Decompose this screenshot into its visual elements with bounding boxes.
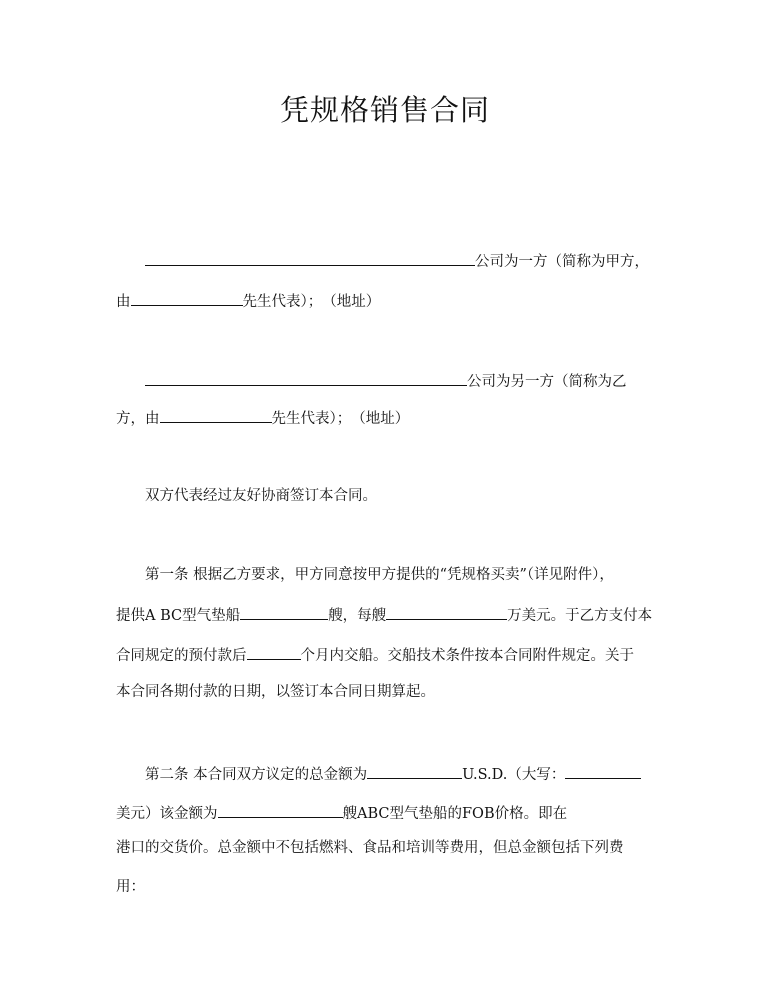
document-title: 凭规格销售合同: [279, 93, 490, 127]
party-a-line-2: [116, 289, 380, 312]
article-1-line-2-b: 艘，每艘: [328, 608, 387, 624]
party-a-representative-blank[interactable]: [131, 289, 243, 306]
party-a-line-1: [145, 249, 649, 272]
article-1-line-3-b: 个月内交船。交船技术条件按本合同附件规定。关于: [300, 648, 634, 664]
article-2-line-4: 用：: [116, 879, 145, 895]
party-a-line-2-prefix: 由: [116, 294, 131, 310]
article-1-line-2-a: 提供A BC型气垫船: [116, 608, 241, 624]
party-a-line-2-text: 先生代表）； （地址）: [242, 294, 381, 310]
unit-price-blank[interactable]: [386, 603, 507, 620]
article-1-line-4: 本合同各期付款的日期，以签订本合同日期算起。: [116, 684, 435, 700]
article-1-line-2-c: 万美元。于乙方支付本: [507, 608, 653, 624]
article-2-line-2-b: 艘ABC型气垫船的FOB价格。即在: [342, 806, 568, 822]
agreement-sentence: 双方代表经过友好协商签订本合同。: [145, 488, 377, 504]
party-b-line-1-text: 公司为另一方（简称为乙: [467, 374, 627, 390]
article-2-line-1-b: U.S.D.（大写：: [462, 767, 566, 783]
party-b-line-1: [145, 369, 627, 392]
article-2-line-2: [116, 801, 567, 824]
party-b-representative-blank[interactable]: [160, 406, 272, 423]
article-2-line-1: [145, 762, 641, 785]
amount-in-words-blank[interactable]: [565, 762, 641, 779]
article-2-line-1-a: 第二条 本合同双方议定的总金额为: [145, 767, 368, 783]
delivery-months-blank[interactable]: [247, 643, 301, 660]
ship-count-blank[interactable]: [218, 801, 343, 818]
article-1-line-1: 第一条 根据乙方要求，甲方同意按甲方提供的“凭规格买卖”（详见附件），: [145, 567, 614, 583]
party-a-company-blank[interactable]: [145, 249, 475, 266]
party-b-line-2-prefix: 方，由: [116, 411, 160, 427]
article-1-line-3: [116, 643, 634, 666]
party-a-line-1-text: 公司为一方（简称为甲方，: [475, 254, 649, 270]
party-b-line-2: [116, 406, 409, 429]
article-2-line-2-a: 美元）该金额为: [116, 806, 218, 822]
article-1-line-3-a: 合同规定的预付款后: [116, 648, 247, 664]
ship-quantity-blank[interactable]: [240, 603, 328, 620]
article-2-line-3: 港口的交货价。总金额中不包括燃料、食品和培训等费用，但总金额包括下列费: [116, 840, 624, 856]
article-1-line-2: [116, 603, 652, 626]
party-b-company-blank[interactable]: [145, 369, 467, 386]
party-b-line-2-text: 先生代表）； （地址）: [271, 411, 410, 427]
total-amount-blank[interactable]: [367, 762, 462, 779]
